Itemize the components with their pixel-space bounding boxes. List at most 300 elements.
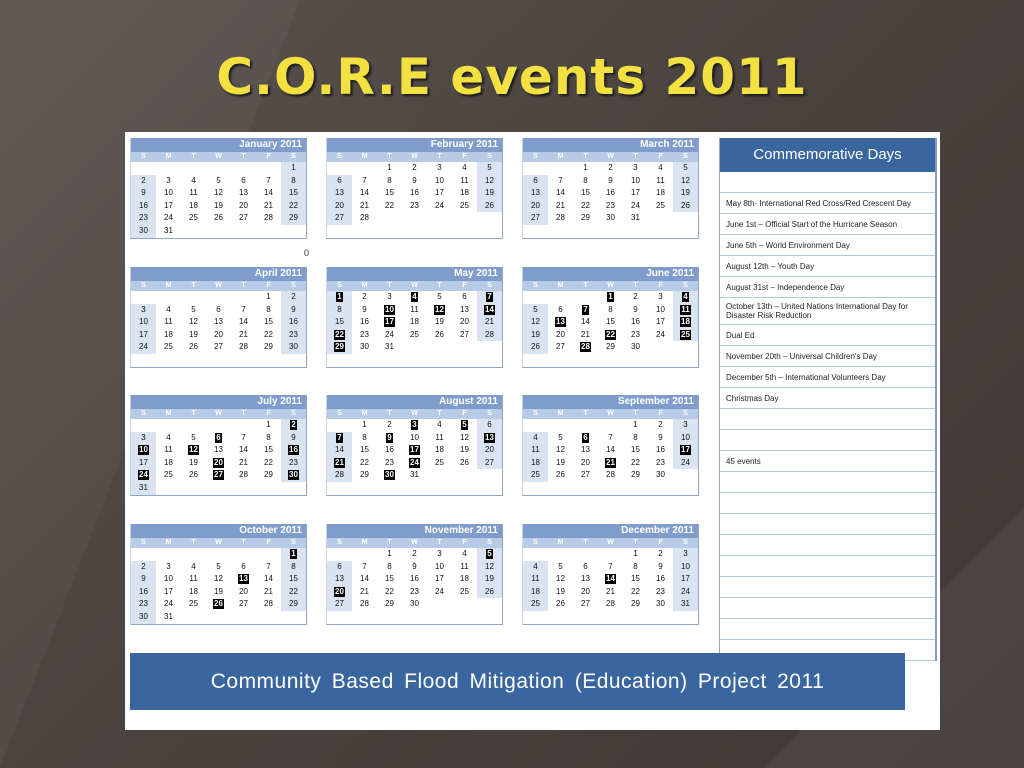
day-cell xyxy=(477,611,502,624)
day-cell xyxy=(623,354,648,367)
day-cell: 6 xyxy=(523,175,548,188)
weekday-label: F xyxy=(462,282,467,289)
day-cell xyxy=(523,354,548,367)
day-cell xyxy=(673,291,698,304)
month-calendar xyxy=(522,138,699,239)
sidebar-blank-row xyxy=(720,493,935,514)
day-cell: 21 xyxy=(264,586,273,596)
day-cell: 2 xyxy=(633,292,638,301)
day-cell xyxy=(573,304,598,317)
day-cell: 8 xyxy=(266,432,271,442)
weekday-label: S xyxy=(487,153,492,160)
weekday-label: M xyxy=(361,153,368,160)
day-cell: 3 xyxy=(633,163,638,172)
day-cell: 5 xyxy=(191,304,196,314)
day-cell xyxy=(156,291,181,304)
day-cell: 25 xyxy=(460,200,469,210)
month-calendar xyxy=(326,395,503,496)
weekday-label: T xyxy=(583,410,588,417)
day-cell xyxy=(573,419,598,432)
event-day-marker: 6 xyxy=(583,432,588,442)
day-cell xyxy=(598,354,623,367)
day-cell: 22 xyxy=(264,329,273,339)
event-day-marker: 17 xyxy=(410,445,419,455)
day-cell: 23 xyxy=(606,200,615,210)
day-cell: 26 xyxy=(435,329,444,339)
commemorative-day-item: Dual Ed xyxy=(720,325,935,346)
day-cell xyxy=(523,225,548,238)
day-cell xyxy=(673,469,698,482)
weekday-label: W xyxy=(411,153,418,160)
event-day-marker: 20 xyxy=(214,457,223,467)
day-cell: 1 xyxy=(583,163,588,172)
day-cell xyxy=(256,611,281,624)
weekday-label: T xyxy=(437,410,442,417)
day-cell: 3 xyxy=(673,419,698,432)
commemorative-days-panel xyxy=(719,138,937,661)
day-cell xyxy=(673,316,698,329)
day-cell xyxy=(281,419,306,432)
weekday-label: S xyxy=(141,539,146,546)
weekday-label: S xyxy=(141,153,146,160)
event-day-marker: 22 xyxy=(335,329,344,339)
day-cell: 15 xyxy=(631,574,640,584)
day-cell: 22 xyxy=(281,200,306,213)
day-cell xyxy=(206,432,231,445)
sidebar-blank-row xyxy=(720,172,935,193)
commemorative-day-item: May 8th- International Red Cross/Red Crescent Day xyxy=(720,193,935,214)
day-cell: 7 xyxy=(241,432,246,442)
day-cell: 23 xyxy=(631,329,640,339)
day-grid xyxy=(131,162,306,238)
day-cell xyxy=(477,548,502,561)
day-cell xyxy=(573,354,598,367)
day-cell: 27 xyxy=(523,212,548,225)
weekday-label: F xyxy=(658,539,663,546)
day-cell: 6 xyxy=(241,561,246,571)
day-cell: 15 xyxy=(606,317,615,327)
day-cell: 18 xyxy=(656,188,665,198)
weekday-label: S xyxy=(533,539,538,546)
weekday-header xyxy=(131,538,306,548)
day-cell: 15 xyxy=(264,445,273,455)
day-cell xyxy=(427,469,452,482)
day-cell: 22 xyxy=(385,586,394,596)
day-cell xyxy=(523,611,548,624)
day-cell xyxy=(327,611,352,624)
day-cell: 11 xyxy=(460,175,469,185)
weekday-label: W xyxy=(607,539,614,546)
slide-title: C.O.R.E events 2011 xyxy=(216,48,808,106)
day-cell: 9 xyxy=(131,187,156,200)
day-cell: 22 xyxy=(360,457,369,467)
day-cell: 5 xyxy=(216,561,221,571)
day-cell xyxy=(377,316,402,329)
day-cell: 6 xyxy=(558,304,563,314)
day-cell: 10 xyxy=(410,432,419,442)
day-cell xyxy=(402,291,427,304)
weekday-label: W xyxy=(607,153,614,160)
day-cell xyxy=(452,354,477,367)
weekday-label: S xyxy=(533,410,538,417)
day-cell: 3 xyxy=(166,561,171,571)
day-cell: 9 xyxy=(281,304,306,317)
day-cell: 3 xyxy=(673,548,698,561)
day-cell xyxy=(648,611,673,624)
event-day-marker: 28 xyxy=(581,342,590,352)
month-title: August 2011 xyxy=(327,395,502,409)
day-cell: 26 xyxy=(477,200,502,213)
day-cell xyxy=(131,444,156,457)
day-cell: 6 xyxy=(477,419,502,432)
day-cell xyxy=(477,291,502,304)
weekday-label: S xyxy=(683,282,688,289)
day-cell: 18 xyxy=(435,445,444,455)
sidebar-blank-row xyxy=(720,409,935,430)
day-cell xyxy=(231,611,256,624)
day-cell xyxy=(548,548,573,561)
day-cell xyxy=(548,291,573,304)
weekday-label: S xyxy=(337,539,342,546)
day-cell xyxy=(573,432,598,445)
day-cell: 20 xyxy=(581,586,590,596)
month-calendar xyxy=(326,267,503,368)
day-cell: 15 xyxy=(631,445,640,455)
day-cell xyxy=(598,329,623,342)
day-cell: 9 xyxy=(608,175,613,185)
day-cell: 26 xyxy=(460,457,469,467)
day-cell xyxy=(402,482,427,495)
day-cell: 13 xyxy=(581,574,590,584)
day-cell xyxy=(256,225,281,238)
day-cell xyxy=(327,432,352,445)
day-cell: 8 xyxy=(583,175,588,185)
day-cell: 13 xyxy=(581,445,590,455)
event-day-marker: 10 xyxy=(139,445,148,455)
day-cell: 28 xyxy=(239,470,248,480)
event-day-marker: 5 xyxy=(487,549,492,558)
event-day-marker: 12 xyxy=(435,304,444,314)
day-cell: 10 xyxy=(131,316,156,329)
day-cell xyxy=(281,444,306,457)
day-cell: 17 xyxy=(131,457,156,470)
day-cell: 14 xyxy=(581,317,590,327)
day-cell: 24 xyxy=(164,599,173,609)
weekday-header xyxy=(327,538,502,548)
day-cell xyxy=(352,162,377,175)
day-cell xyxy=(452,611,477,624)
day-cell xyxy=(548,162,573,175)
month-title: October 2011 xyxy=(131,524,306,538)
weekday-label: F xyxy=(266,153,271,160)
day-cell: 12 xyxy=(460,432,469,442)
day-cell: 21 xyxy=(360,200,369,210)
day-cell: 15 xyxy=(327,316,352,329)
weekday-label: F xyxy=(462,539,467,546)
day-cell xyxy=(523,162,548,175)
day-cell xyxy=(352,611,377,624)
event-day-marker: 21 xyxy=(335,457,344,467)
day-cell xyxy=(131,291,156,304)
day-cell: 12 xyxy=(523,316,548,329)
event-day-marker: 2 xyxy=(291,420,296,429)
day-cell: 3 xyxy=(131,304,156,317)
day-cell: 20 xyxy=(581,457,590,467)
day-cell: 30 xyxy=(656,470,665,480)
day-cell xyxy=(377,611,402,624)
sidebar-blank-row xyxy=(720,556,935,577)
weekday-label: F xyxy=(658,153,663,160)
day-cell xyxy=(598,611,623,624)
weekday-label: T xyxy=(583,539,588,546)
day-cell: 17 xyxy=(164,200,173,210)
day-cell: 28 xyxy=(327,469,352,482)
sidebar-blank-row xyxy=(720,535,935,556)
day-cell: 1 xyxy=(281,162,306,175)
day-cell: 10 xyxy=(164,188,173,198)
day-cell: 16 xyxy=(360,317,369,327)
day-cell: 19 xyxy=(556,586,565,596)
day-cell: 22 xyxy=(264,457,273,467)
day-cell: 1 xyxy=(387,549,392,558)
weekday-label: W xyxy=(411,282,418,289)
day-cell: 24 xyxy=(164,213,173,223)
day-cell: 23 xyxy=(131,598,156,611)
commemorative-day-item: August 12th – Youth Day xyxy=(720,256,935,277)
month-title: July 2011 xyxy=(131,395,306,409)
day-cell xyxy=(548,225,573,238)
day-cell: 22 xyxy=(631,586,640,596)
weekday-label: S xyxy=(533,282,538,289)
day-cell xyxy=(548,316,573,329)
day-cell xyxy=(181,419,206,432)
event-day-marker: 14 xyxy=(606,574,615,584)
day-cell: 20 xyxy=(556,329,565,339)
month-title: June 2011 xyxy=(523,267,698,281)
day-cell: 23 xyxy=(385,457,394,467)
sidebar-blank-row xyxy=(720,619,935,640)
day-cell xyxy=(477,212,502,225)
day-cell: 4 xyxy=(191,561,196,571)
day-cell: 4 xyxy=(658,163,663,172)
day-cell xyxy=(598,457,623,470)
day-cell xyxy=(673,341,698,354)
day-cell: 24 xyxy=(131,341,156,354)
day-cell: 4 xyxy=(191,175,196,185)
day-cell: 7 xyxy=(362,175,367,185)
day-cell: 31 xyxy=(631,213,640,223)
day-cell xyxy=(256,162,281,175)
day-cell xyxy=(281,225,306,238)
day-cell: 2 xyxy=(387,420,392,429)
day-cell: 13 xyxy=(239,188,248,198)
day-cell xyxy=(231,482,256,495)
day-cell xyxy=(181,291,206,304)
day-cell xyxy=(673,611,698,624)
day-cell: 5 xyxy=(523,304,548,317)
weekday-label: F xyxy=(266,410,271,417)
day-cell: 1 xyxy=(387,163,392,172)
day-cell: 21 xyxy=(360,586,369,596)
day-cell: 10 xyxy=(164,574,173,584)
day-cell: 24 xyxy=(673,457,698,470)
weekday-label: S xyxy=(141,282,146,289)
day-cell: 28 xyxy=(239,342,248,352)
day-grid xyxy=(523,291,698,367)
weekday-label: F xyxy=(658,282,663,289)
weekday-label: F xyxy=(266,282,271,289)
day-cell xyxy=(623,482,648,495)
day-cell xyxy=(281,611,306,624)
day-grid xyxy=(523,162,698,238)
day-cell: 4 xyxy=(437,420,442,429)
day-cell xyxy=(206,419,231,432)
event-day-marker: 29 xyxy=(335,342,344,352)
day-cell: 29 xyxy=(631,599,640,609)
day-cell: 11 xyxy=(460,561,469,571)
day-cell xyxy=(131,469,156,482)
weekday-label: M xyxy=(361,282,368,289)
day-cell xyxy=(573,225,598,238)
day-cell xyxy=(673,304,698,317)
day-cell: 22 xyxy=(631,457,640,467)
event-day-marker: 30 xyxy=(385,470,394,480)
day-cell: 29 xyxy=(264,342,273,352)
day-cell: 16 xyxy=(385,445,394,455)
day-cell xyxy=(131,419,156,432)
month-calendar xyxy=(522,267,699,368)
day-cell: 7 xyxy=(608,432,613,442)
event-day-marker: 13 xyxy=(556,317,565,327)
event-day-marker: 4 xyxy=(683,292,688,301)
day-cell xyxy=(598,291,623,304)
day-cell: 15 xyxy=(281,573,306,586)
day-cell: 22 xyxy=(581,200,590,210)
project-banner: Community Based Flood Mitigation (Education) Project 2011 xyxy=(130,653,905,710)
day-cell: 16 xyxy=(131,586,156,599)
event-day-marker: 1 xyxy=(291,549,296,558)
day-cell: 29 xyxy=(606,342,615,352)
day-cell xyxy=(402,611,427,624)
day-cell xyxy=(452,419,477,432)
day-cell: 27 xyxy=(214,342,223,352)
day-cell: 25 xyxy=(189,599,198,609)
day-cell: 31 xyxy=(410,470,419,480)
day-cell: 26 xyxy=(673,200,698,213)
day-grid xyxy=(327,291,502,367)
event-day-marker: 18 xyxy=(681,317,690,327)
day-cell: 8 xyxy=(281,175,306,188)
day-cell: 11 xyxy=(164,445,173,455)
day-cell xyxy=(231,354,256,367)
day-cell xyxy=(327,354,352,367)
day-cell xyxy=(231,225,256,238)
day-cell xyxy=(427,304,452,317)
event-day-marker: 13 xyxy=(239,574,248,584)
weekday-label: W xyxy=(215,410,222,417)
day-cell xyxy=(377,482,402,495)
day-cell: 29 xyxy=(281,598,306,611)
weekday-label: T xyxy=(241,282,246,289)
weekday-label: T xyxy=(437,539,442,546)
day-cell: 9 xyxy=(281,432,306,445)
event-day-marker: 3 xyxy=(412,420,417,429)
day-cell xyxy=(427,212,452,225)
day-cell xyxy=(256,548,281,561)
day-cell xyxy=(352,225,377,238)
month-title: February 2011 xyxy=(327,138,502,152)
weekday-label: T xyxy=(191,539,196,546)
day-cell xyxy=(598,225,623,238)
event-day-marker: 24 xyxy=(139,470,148,480)
day-cell: 12 xyxy=(673,175,698,188)
event-day-marker: 25 xyxy=(681,329,690,339)
day-cell: 4 xyxy=(166,432,171,442)
day-cell xyxy=(648,482,673,495)
event-day-marker: 21 xyxy=(606,457,615,467)
day-cell: 17 xyxy=(435,574,444,584)
event-day-marker: 1 xyxy=(608,292,613,301)
day-cell: 4 xyxy=(523,561,548,574)
day-cell xyxy=(181,548,206,561)
day-cell xyxy=(327,548,352,561)
day-cell: 31 xyxy=(164,611,173,621)
day-cell: 23 xyxy=(656,586,665,596)
day-cell: 23 xyxy=(410,586,419,596)
day-cell: 14 xyxy=(606,445,615,455)
day-cell: 8 xyxy=(633,561,638,571)
day-cell xyxy=(231,162,256,175)
sidebar-items xyxy=(720,193,935,409)
weekday-label: S xyxy=(337,410,342,417)
day-cell xyxy=(673,329,698,342)
day-grid xyxy=(327,162,502,238)
weekday-label: S xyxy=(291,282,296,289)
day-cell: 19 xyxy=(673,187,698,200)
day-cell: 17 xyxy=(164,586,173,596)
day-cell: 8 xyxy=(633,432,638,442)
day-cell xyxy=(156,548,181,561)
weekday-label: S xyxy=(291,539,296,546)
weekday-header xyxy=(523,152,698,162)
day-cell: 10 xyxy=(673,432,698,445)
day-cell: 25 xyxy=(656,200,665,210)
day-cell xyxy=(156,482,181,495)
weekday-label: W xyxy=(215,282,222,289)
event-day-marker: 16 xyxy=(289,445,298,455)
day-cell: 10 xyxy=(673,561,698,574)
day-cell xyxy=(477,304,502,317)
day-cell xyxy=(377,304,402,317)
day-cell: 5 xyxy=(216,175,221,185)
day-cell: 2 xyxy=(658,420,663,429)
weekday-label: S xyxy=(291,153,296,160)
day-cell: 26 xyxy=(556,599,565,609)
month-title: March 2011 xyxy=(523,138,698,152)
day-cell: 6 xyxy=(327,175,352,188)
day-cell: 15 xyxy=(385,188,394,198)
day-cell: 28 xyxy=(264,599,273,609)
day-cell xyxy=(231,419,256,432)
events-count: 45 events xyxy=(720,451,935,472)
day-cell xyxy=(181,611,206,624)
day-cell xyxy=(156,354,181,367)
day-cell: 24 xyxy=(435,200,444,210)
day-cell xyxy=(648,212,673,225)
month-title: April 2011 xyxy=(131,267,306,281)
day-cell xyxy=(206,548,231,561)
weekday-label: S xyxy=(487,282,492,289)
